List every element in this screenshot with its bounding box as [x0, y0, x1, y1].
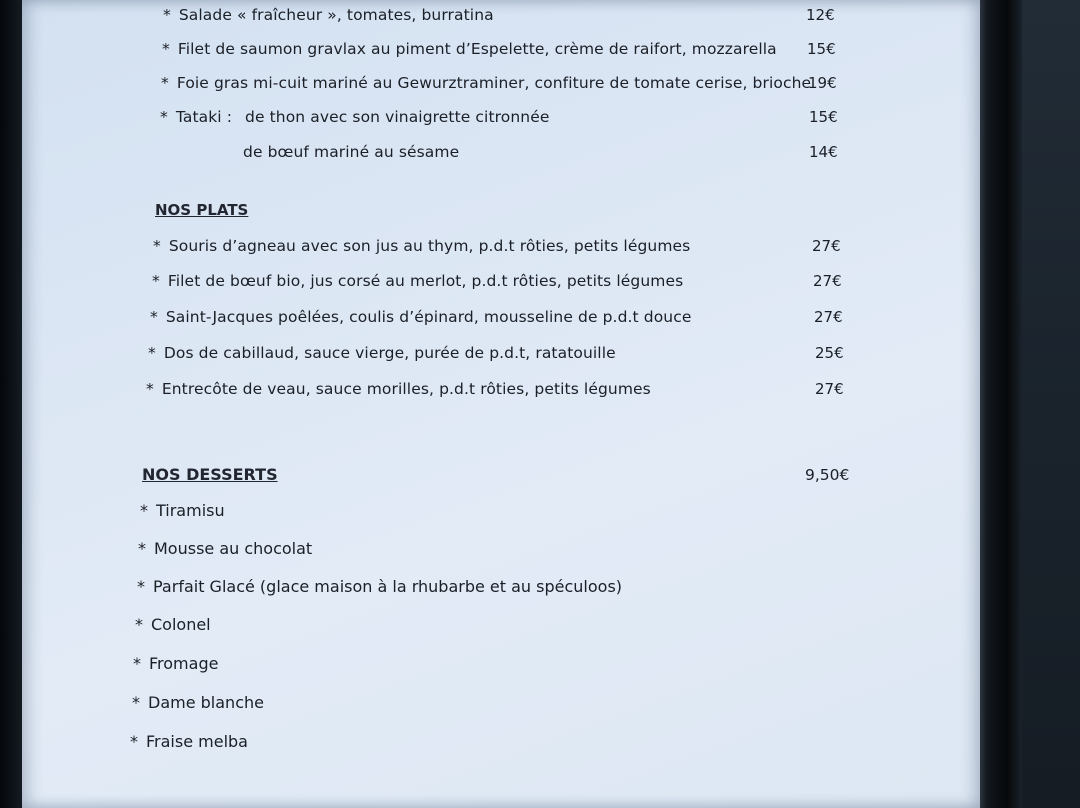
- dessert-item: * Parfait Glacé (glace maison à la rhubarbe et au spéculoos): [137, 577, 623, 596]
- plat-item: * Souris d’agneau avec son jus au thym, p.d.t rôties, petits légumes: [153, 237, 691, 255]
- plat-price: 27€: [815, 380, 844, 398]
- entree-price: 15€: [807, 40, 836, 58]
- entree-item: * Salade « fraîcheur », tomates, burratina: [163, 6, 494, 24]
- entree-subitem: de bœuf mariné au sésame: [243, 143, 460, 161]
- menu-page: [22, 0, 980, 808]
- desserts-price: 9,50€: [805, 466, 850, 484]
- dessert-item: * Dame blanche: [132, 693, 264, 712]
- plat-item: * Saint-Jacques poêlées, coulis d’épinard, mousseline de p.d.t douce: [150, 308, 692, 326]
- dessert-item: * Colonel: [135, 615, 211, 634]
- entree-item: * Foie gras mi-cuit mariné au Gewurztraminer, confiture de tomate cerise, brioche: [161, 74, 812, 92]
- plat-price: 27€: [812, 237, 841, 255]
- plat-price: 27€: [813, 272, 842, 290]
- section-heading-plats: NOS PLATS: [155, 201, 249, 219]
- dessert-item: * Mousse au chocolat: [138, 539, 313, 558]
- plat-item: * Filet de bœuf bio, jus corsé au merlot, p.d.t rôties, petits légumes: [152, 272, 684, 290]
- entree-price: 14€: [809, 143, 838, 161]
- section-heading-desserts: NOS DESSERTS: [142, 465, 278, 484]
- plat-price: 25€: [815, 344, 844, 362]
- plat-item: * Entrecôte de veau, sauce morilles, p.d.t rôties, petits légumes: [146, 380, 651, 398]
- dessert-item: * Fraise melba: [130, 732, 248, 751]
- dessert-item: * Tiramisu: [140, 501, 225, 520]
- entree-item: * Tataki :: [160, 108, 233, 126]
- entree-price: 15€: [809, 108, 838, 126]
- background-surface: [1022, 0, 1080, 808]
- dessert-item: * Fromage: [133, 654, 219, 673]
- entree-subitem: de thon avec son vinaigrette citronnée: [245, 108, 550, 126]
- entree-price: 19€: [808, 74, 837, 92]
- entree-item: * Filet de saumon gravlax au piment d’Espelette, crème de raifort, mozzarella: [162, 40, 777, 58]
- plat-price: 27€: [814, 308, 843, 326]
- entree-price: 12€: [806, 6, 835, 24]
- plat-item: * Dos de cabillaud, sauce vierge, purée de p.d.t, ratatouille: [148, 344, 616, 362]
